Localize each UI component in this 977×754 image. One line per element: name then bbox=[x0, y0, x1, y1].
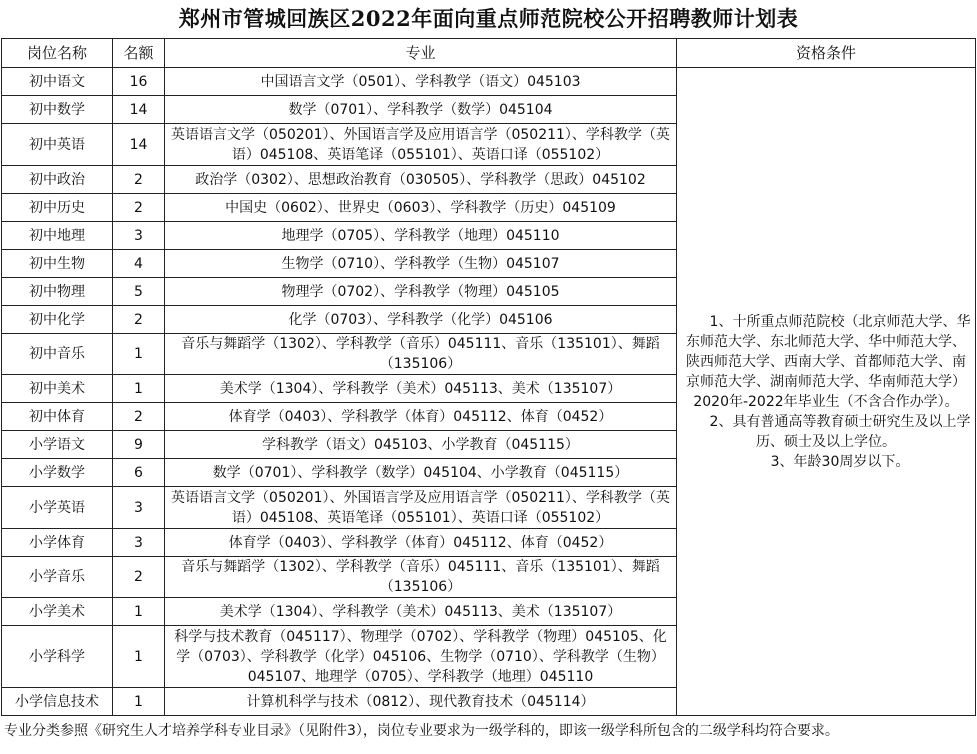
position-cell: 初中化学 bbox=[2, 306, 113, 334]
header-position: 岗位名称 bbox=[2, 39, 113, 68]
count-cell: 5 bbox=[113, 278, 165, 306]
position-cell: 初中语文 bbox=[2, 68, 113, 96]
major-cell: 学科教学（语文）045103、小学教育（045115） bbox=[165, 431, 677, 459]
major-cell: 美术学（1304）、学科教学（美术）045113、美术（135107） bbox=[165, 598, 677, 626]
count-cell: 14 bbox=[113, 124, 165, 166]
major-cell: 体育学（0403）、学科教学（体育）045112、体育（0452） bbox=[165, 529, 677, 557]
header-condition: 资格条件 bbox=[677, 39, 976, 68]
condition-item-2: 2、具有普通高等教育硕士研究生及以上学历、硕士及以上学位。 bbox=[709, 413, 971, 450]
count-cell: 2 bbox=[113, 403, 165, 431]
major-cell: 科学与技术教育（045117）、物理学（0702）、学科教学（物理）045105、化学（0703）、学科教学（化学）045106、生物学（0710）、学科教学（生物）045107、地理学（0705）、学科教学（地理）045110 bbox=[165, 626, 677, 688]
major-cell: 计算机科学与技术（0812）、现代教育技术（045114） bbox=[165, 688, 677, 716]
major-cell: 政治学（0302）、思想政治教育（030505）、学科教学（思政）045102 bbox=[165, 166, 677, 194]
major-cell: 化学（0703）、学科教学（化学）045106 bbox=[165, 306, 677, 334]
position-cell: 初中政治 bbox=[2, 166, 113, 194]
major-cell: 英语语言文学（050201）、外国语言学及应用语言学（050211）、学科教学（英语）045108、英语笔译（055101）、英语口译（055102） bbox=[165, 487, 677, 529]
count-cell: 16 bbox=[113, 68, 165, 96]
count-cell: 2 bbox=[113, 306, 165, 334]
position-cell: 小学数学 bbox=[2, 459, 113, 487]
count-cell: 2 bbox=[113, 194, 165, 222]
position-cell: 小学语文 bbox=[2, 431, 113, 459]
count-cell: 2 bbox=[113, 166, 165, 194]
position-cell: 小学音乐 bbox=[2, 557, 113, 598]
position-cell: 小学信息技术 bbox=[2, 688, 113, 716]
major-cell: 中国史（0602）、世界史（0603）、学科教学（历史）045109 bbox=[165, 194, 677, 222]
count-cell: 3 bbox=[113, 222, 165, 250]
position-cell: 小学美术 bbox=[2, 598, 113, 626]
page-title: 郑州市管城回族区2022年面向重点师范院校公开招聘教师计划表 bbox=[178, 6, 799, 31]
major-cell: 美术学（1304）、学科教学（美术）045113、美术（135107） bbox=[165, 375, 677, 403]
count-cell: 1 bbox=[113, 688, 165, 716]
count-cell: 4 bbox=[113, 250, 165, 278]
major-cell: 物理学（0702）、学科教学（物理）045105 bbox=[165, 278, 677, 306]
table-header-row bbox=[2, 39, 976, 68]
major-cell: 英语语言文学（050201）、外国语言学及应用语言学（050211）、学科教学（英语）045108、英语笔译（055101）、英语口译（055102） bbox=[165, 124, 677, 166]
position-cell: 初中历史 bbox=[2, 194, 113, 222]
count-cell: 9 bbox=[113, 431, 165, 459]
count-cell: 6 bbox=[113, 459, 165, 487]
position-cell: 小学科学 bbox=[2, 626, 113, 688]
position-cell: 初中物理 bbox=[2, 278, 113, 306]
table-row bbox=[2, 68, 976, 96]
count-cell: 2 bbox=[113, 557, 165, 598]
header-count: 名额 bbox=[113, 39, 165, 68]
qualification-cell bbox=[677, 68, 976, 716]
count-cell: 3 bbox=[113, 529, 165, 557]
major-cell: 地理学（0705）、学科教学（地理）045110 bbox=[165, 222, 677, 250]
count-cell: 1 bbox=[113, 334, 165, 375]
count-cell: 1 bbox=[113, 598, 165, 626]
count-cell: 3 bbox=[113, 487, 165, 529]
count-cell: 1 bbox=[113, 375, 165, 403]
major-cell: 数学（0701）、学科教学（数学）045104、小学教育（045115） bbox=[165, 459, 677, 487]
major-cell: 体育学（0403）、学科教学（体育）045112、体育（0452） bbox=[165, 403, 677, 431]
position-cell: 初中音乐 bbox=[2, 334, 113, 375]
position-cell: 初中体育 bbox=[2, 403, 113, 431]
count-cell: 14 bbox=[113, 96, 165, 124]
position-cell: 初中数学 bbox=[2, 96, 113, 124]
major-cell: 生物学（0710）、学科教学（生物）045107 bbox=[165, 250, 677, 278]
condition-item-3: 3、年龄30周岁以下。 bbox=[770, 453, 910, 470]
position-cell: 小学体育 bbox=[2, 529, 113, 557]
major-cell: 音乐与舞蹈学（1302）、学科教学（音乐）045111、音乐（135101）、舞蹈（135106） bbox=[165, 334, 677, 375]
position-cell: 初中生物 bbox=[2, 250, 113, 278]
major-cell: 中国语言文学（0501）、学科教学（语文）045103 bbox=[165, 68, 677, 96]
position-cell: 小学英语 bbox=[2, 487, 113, 529]
position-cell: 初中英语 bbox=[2, 124, 113, 166]
major-cell: 数学（0701）、学科教学（数学）045104 bbox=[165, 96, 677, 124]
recruitment-table bbox=[1, 38, 976, 716]
position-cell: 初中地理 bbox=[2, 222, 113, 250]
footer-note: 专业分类参照《研究生人才培养学科专业目录》（见附件3），岗位专业要求为一级学科的，即该一级学科所包含的二级学科均符合要求。 bbox=[4, 723, 839, 739]
count-cell: 1 bbox=[113, 626, 165, 688]
condition-item-1: 1、十所重点师范院校（北京师范大学、华东师范大学、东北师范大学、华中师范大学、陕西师范大学、西南大学、首都师范大学、南京师范大学、湖南师范大学、华南师范大学）2020年-2022年毕业生（不含合作办学）。 bbox=[686, 313, 971, 410]
header-major: 专业 bbox=[165, 39, 677, 68]
major-cell: 音乐与舞蹈学（1302）、学科教学（音乐）045111、音乐（135101）、舞蹈（135106） bbox=[165, 557, 677, 598]
position-cell: 初中美术 bbox=[2, 375, 113, 403]
